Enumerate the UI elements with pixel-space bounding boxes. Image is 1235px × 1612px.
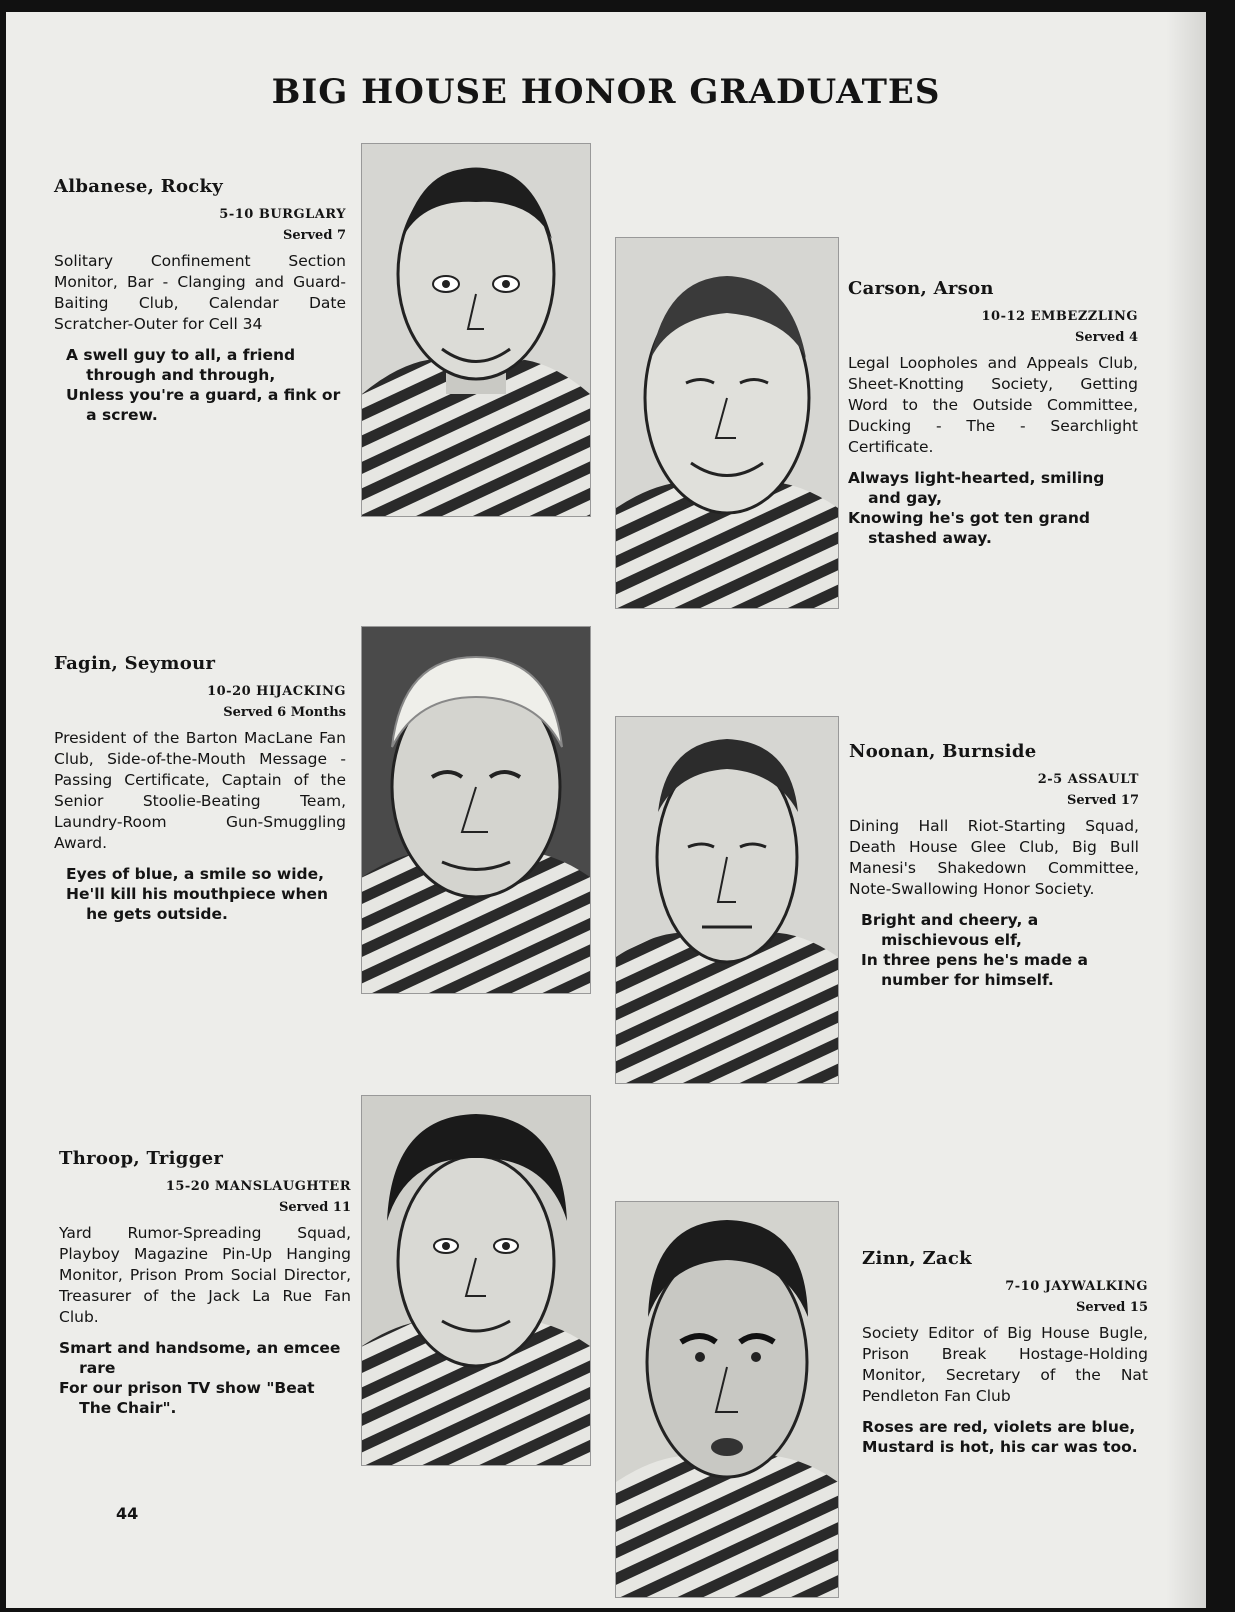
portrait-zinn <box>615 1201 839 1598</box>
entry-name: Zinn, Zack <box>862 1248 972 1269</box>
poem-line: In three pens he's made a number for himself. <box>861 951 1088 989</box>
entry-poem <box>848 468 1138 548</box>
entry-albanese <box>54 176 346 425</box>
entry-crime: 15-20 MANSLAUGHTER <box>165 1179 351 1194</box>
poem-line: Smart and handsome, an emcee rare <box>59 1339 341 1377</box>
entry-name: Noonan, Burnside <box>849 741 1037 762</box>
entry-crime: 10-12 EMBEZZLING <box>981 309 1138 324</box>
entry-served: Served 4 <box>1075 330 1138 345</box>
portrait-fagin <box>361 626 591 994</box>
poem-line: Eyes of blue, a smile so wide, <box>66 865 325 883</box>
entry-clubs: President of the Barton MacLane Fan Club, Side-of-the-Mouth Message - Passing Certificate, Captain of the Senior Stoolie-Beating Team, Laundry-Room Gun-Smuggling Award. <box>54 729 346 852</box>
entry-served: Served 7 <box>283 228 346 243</box>
entry-poem <box>54 345 346 425</box>
entry-name: Fagin, Seymour <box>54 653 216 674</box>
entry-carson <box>848 278 1138 548</box>
magazine-page <box>6 12 1206 1608</box>
caricature-image <box>362 627 590 993</box>
entry-clubs: Legal Loopholes and Appeals Club, Sheet-Knotting Society, Getting Word to the Outside Committee, Ducking - The - Searchlight Certificate. <box>848 354 1138 456</box>
entry-poem <box>59 1338 351 1418</box>
portrait-carson <box>615 237 839 609</box>
poem-line: Mustard is hot, his car was too. <box>862 1438 1138 1456</box>
poem-line: Unless you're a guard, a fink or a screw. <box>66 386 341 424</box>
entry-crime: 5-10 BURGLARY <box>219 207 346 222</box>
poem-line: Bright and cheery, a mischievous elf, <box>861 911 1039 949</box>
poem-line: Knowing he's got ten grand stashed away. <box>848 509 1090 547</box>
entry-poem <box>54 864 346 924</box>
caricature-image <box>362 144 590 516</box>
entry-fagin <box>54 653 346 924</box>
entry-noonan <box>849 741 1139 990</box>
entry-poem <box>862 1417 1148 1457</box>
caricature-image <box>616 238 838 608</box>
entry-crime: 10-20 HIJACKING <box>207 684 346 699</box>
entry-name: Carson, Arson <box>848 278 994 299</box>
portrait-throop <box>361 1095 591 1466</box>
portrait-albanese <box>361 143 591 517</box>
entry-clubs: Society Editor of Big House Bugle, Prison Break Hostage-Holding Monitor, Secretary of the Nat Pendleton Fan Club <box>862 1324 1148 1405</box>
entry-throop <box>59 1148 351 1418</box>
entry-served: Served 11 <box>278 1200 351 1215</box>
caricature-image <box>616 1202 838 1597</box>
portrait-noonan <box>615 716 839 1084</box>
page-number: 44 <box>116 1504 139 1523</box>
entry-served: Served 6 Months <box>223 705 346 720</box>
entry-served: Served 17 <box>1066 793 1139 808</box>
entry-crime: 7-10 JAYWALKING <box>1005 1279 1148 1294</box>
entry-clubs: Dining Hall Riot-Starting Squad, Death House Glee Club, Big Bull Manesi's Shakedown Committee, Note-Swallowing Honor Society. <box>849 817 1139 898</box>
entry-served: Served 15 <box>1075 1300 1148 1315</box>
entry-crime: 2-5 ASSAULT <box>1037 772 1139 787</box>
entry-poem <box>849 910 1139 990</box>
entry-clubs: Solitary Confinement Section Monitor, Bar - Clanging and Guard-Baiting Club, Calendar Date Scratcher-Outer for Cell 34 <box>54 252 346 333</box>
poem-line: Always light-hearted, smiling and gay, <box>848 469 1105 507</box>
caricature-image <box>362 1096 590 1465</box>
entry-name: Albanese, Rocky <box>54 176 224 197</box>
caricature-image <box>616 717 838 1083</box>
page-title: BIG HOUSE HONOR GRADUATES <box>271 72 941 112</box>
entry-zinn <box>862 1248 1148 1457</box>
poem-line: A swell guy to all, a friend through and through, <box>66 346 296 384</box>
entry-name: Throop, Trigger <box>59 1148 224 1169</box>
poem-line: Roses are red, violets are blue, <box>862 1418 1136 1436</box>
poem-line: He'll kill his mouthpiece when he gets outside. <box>66 885 329 923</box>
entry-clubs: Yard Rumor-Spreading Squad, Playboy Magazine Pin-Up Hanging Monitor, Prison Prom Social Director, Treasurer of the Jack La Rue Fan Club. <box>59 1224 351 1326</box>
poem-line: For our prison TV show "Beat The Chair". <box>59 1379 315 1417</box>
